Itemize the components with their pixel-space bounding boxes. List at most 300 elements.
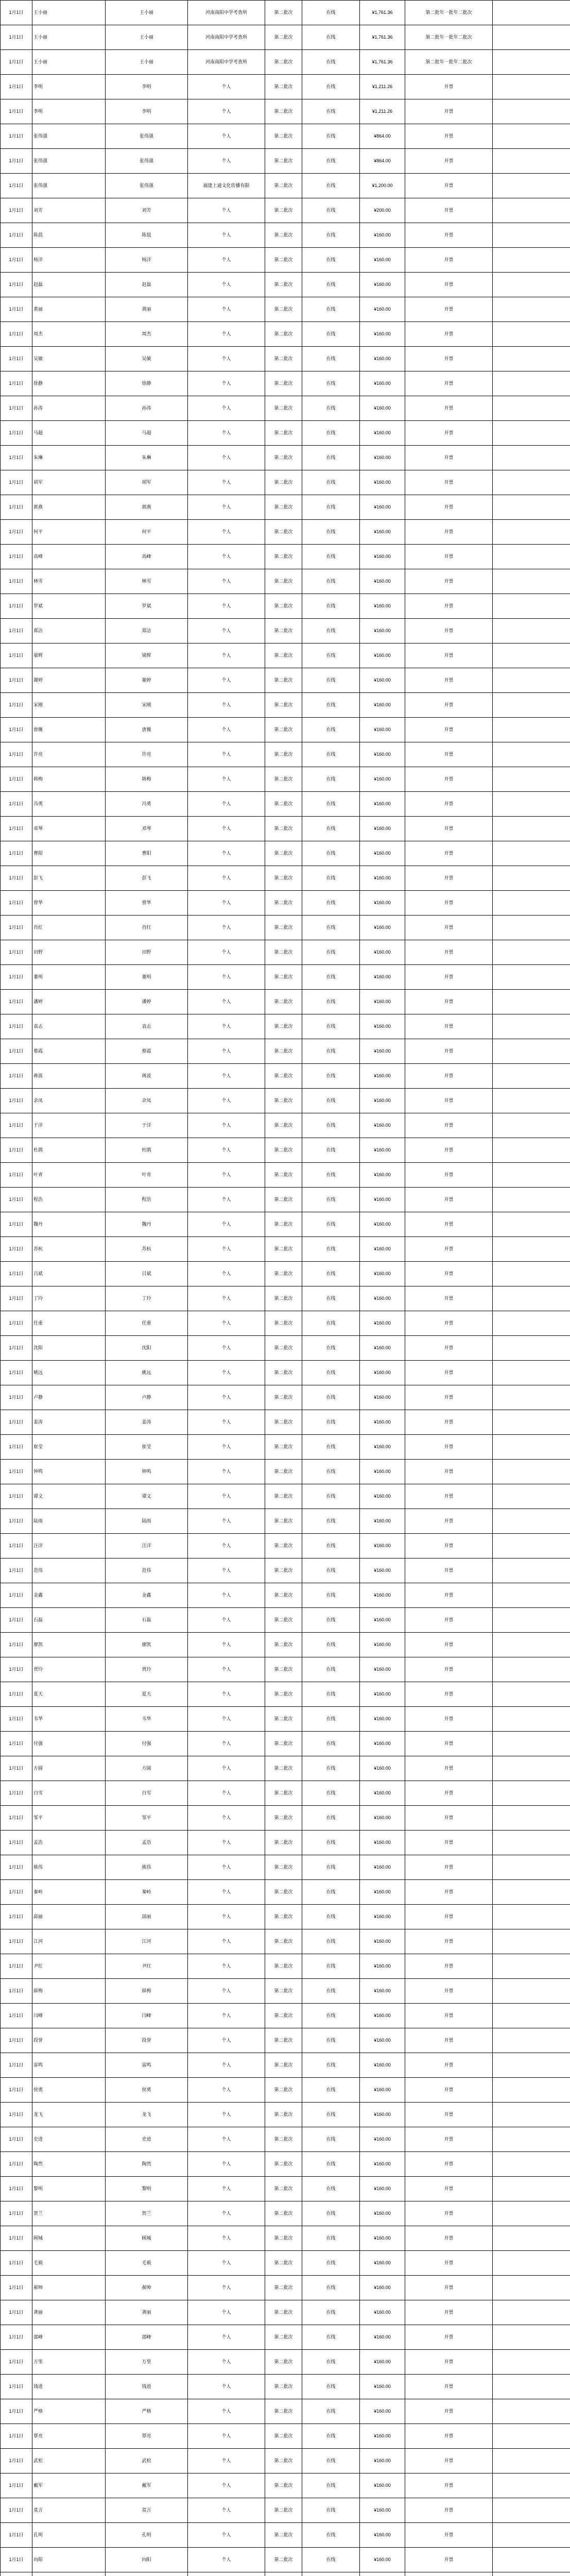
table-row: [1, 866, 570, 891]
amount-cell: ¥160.00: [360, 1336, 405, 1360]
batch-cell: 第二批次: [265, 149, 302, 173]
name-cell: 罗斌: [106, 594, 188, 618]
batch-cell: 第二批次: [265, 50, 302, 74]
payer-cell: 闫峰: [32, 2004, 106, 2028]
batch-cell: 第二批次: [265, 891, 302, 915]
name-cell: 顾城: [106, 2226, 188, 2250]
mode-cell: 在线: [302, 2548, 360, 2572]
date-cell: 1月1日: [1, 2053, 32, 2077]
table-row: [1, 916, 570, 940]
table-row: [1, 569, 570, 594]
date-cell: 1月1日: [1, 866, 32, 890]
note-cell: 开票: [405, 2523, 493, 2547]
org-cell: 个人: [188, 767, 265, 791]
org-cell: 个人: [188, 2078, 265, 2102]
table-row: [1, 1, 570, 25]
note-cell: 开票: [405, 1113, 493, 1138]
date-cell: 1月1日: [1, 149, 32, 173]
name-cell: 冯勇: [106, 792, 188, 816]
batch-cell: 第二批次: [265, 1880, 302, 1904]
batch-cell: 第二批次: [265, 2201, 302, 2226]
name-cell: 宋刚: [106, 693, 188, 717]
payer-cell: 王小丽: [32, 25, 106, 49]
payer-cell: 高峰: [32, 545, 106, 569]
name-cell: 黄丽: [106, 297, 188, 321]
batch-cell: [265, 2572, 302, 2576]
name-cell: 孟浩: [106, 1831, 188, 1855]
table-row: [1, 99, 570, 124]
mode-cell: 在线: [302, 1806, 360, 1830]
name-cell: 姜涛: [106, 1410, 188, 1434]
payer-cell: 刘芳: [32, 198, 106, 223]
table-row: [1, 371, 570, 396]
amount-cell: ¥160.00: [360, 965, 405, 989]
name-cell: 刘芳: [106, 198, 188, 223]
note-cell: 开票: [405, 940, 493, 964]
org-cell: 个人: [188, 1286, 265, 1311]
table-row: [1, 1410, 570, 1435]
date-cell: 1月1日: [1, 841, 32, 866]
mode-cell: 在线: [302, 545, 360, 569]
amount-cell: ¥160.00: [360, 1410, 405, 1434]
batch-cell: 第二批次: [265, 2424, 302, 2448]
name-cell: 苏杭: [106, 1237, 188, 1261]
date-cell: 1月1日: [1, 2399, 32, 2424]
mode-cell: 在线: [302, 149, 360, 173]
table-row: [1, 2449, 570, 2473]
mode-cell: 在线: [302, 1657, 360, 1682]
amount-cell: [360, 2572, 405, 2576]
org-cell: 个人: [188, 1484, 265, 1509]
batch-cell: 第二批次: [265, 1188, 302, 1212]
amount-cell: ¥160.00: [360, 1534, 405, 1558]
note-cell: 开票: [405, 2548, 493, 2572]
amount-cell: ¥160.00: [360, 1311, 405, 1335]
batch-cell: 第二批次: [265, 2276, 302, 2300]
date-cell: 1月1日: [1, 817, 32, 841]
table-row: [1, 1311, 570, 1336]
payer-cell: 韩梅: [32, 767, 106, 791]
batch-cell: 第二批次: [265, 965, 302, 989]
table-row: [1, 841, 570, 866]
table-row: [1, 2152, 570, 2177]
amount-cell: ¥160.00: [360, 223, 405, 247]
date-cell: 1月1日: [1, 1954, 32, 1978]
note-cell: 开票: [405, 1262, 493, 1286]
date-cell: 1月1日: [1, 1732, 32, 1756]
table-row: [1, 1558, 570, 1583]
table-row: [1, 1657, 570, 1682]
amount-cell: ¥160.00: [360, 841, 405, 866]
mode-cell: 在线: [302, 297, 360, 321]
table-row: [1, 1979, 570, 2004]
table-row: [1, 2350, 570, 2375]
batch-cell: 第二批次: [265, 75, 302, 99]
mode-cell: 在线: [302, 1979, 360, 2003]
name-cell: 向阳: [106, 2548, 188, 2572]
batch-cell: 第二批次: [265, 866, 302, 890]
amount-cell: ¥160.00: [360, 371, 405, 396]
mode-cell: 在线: [302, 322, 360, 346]
amount-cell: ¥160.00: [360, 1460, 405, 1484]
batch-cell: 第二批次: [265, 446, 302, 470]
amount-cell: ¥160.00: [360, 1558, 405, 1583]
date-cell: 1月1日: [1, 792, 32, 816]
org-cell: 个人: [188, 1682, 265, 1706]
date-cell: 1月1日: [1, 1509, 32, 1533]
amount-cell: ¥160.00: [360, 297, 405, 321]
date-cell: 1月1日: [1, 273, 32, 297]
date-cell: 1月1日: [1, 2103, 32, 2127]
mode-cell: 在线: [302, 347, 360, 371]
org-cell: 个人: [188, 421, 265, 445]
amount-cell: ¥160.00: [360, 891, 405, 915]
note-cell: 开票: [405, 421, 493, 445]
mode-cell: 在线: [302, 2053, 360, 2077]
org-cell: 个人: [188, 817, 265, 841]
payer-cell: 余凤: [32, 1089, 106, 1113]
date-cell: 1月1日: [1, 965, 32, 989]
org-cell: 个人: [188, 1460, 265, 1484]
org-cell: 个人: [188, 2226, 265, 2250]
note-cell: 开票: [405, 2350, 493, 2374]
batch-cell: 第二批次: [265, 2548, 302, 2572]
org-cell: 个人: [188, 1979, 265, 2003]
note-cell: 开票: [405, 297, 493, 321]
mode-cell: 在线: [302, 50, 360, 74]
mode-cell: 在线: [302, 470, 360, 495]
mode-cell: 在线: [302, 2350, 360, 2374]
name-cell: 郝帅: [106, 2276, 188, 2300]
org-cell: 个人: [188, 2498, 265, 2522]
mode-cell: 在线: [302, 421, 360, 445]
note-cell: 开票: [405, 965, 493, 989]
note-cell: 开票: [405, 1311, 493, 1335]
table-row: [1, 594, 570, 619]
date-cell: 1月1日: [1, 446, 32, 470]
note-cell: 开票: [405, 817, 493, 841]
amount-cell: ¥160.00: [360, 1657, 405, 1682]
batch-cell: 第二批次: [265, 1806, 302, 1830]
payer-cell: 于洋: [32, 1113, 106, 1138]
amount-cell: ¥160.00: [360, 1929, 405, 1954]
amount-cell: ¥160.00: [360, 495, 405, 519]
org-cell: 个人: [188, 2251, 265, 2275]
name-cell: 王小丽: [106, 25, 188, 49]
org-cell: 个人: [188, 2028, 265, 2053]
amount-cell: ¥160.00: [360, 1707, 405, 1731]
amount-cell: ¥160.00: [360, 396, 405, 420]
amount-cell: ¥160.00: [360, 2350, 405, 2374]
note-cell: 开票: [405, 1633, 493, 1657]
batch-cell: 第二批次: [265, 1212, 302, 1236]
amount-cell: ¥160.00: [360, 347, 405, 371]
amount-cell: ¥160.00: [360, 1583, 405, 1607]
name-cell: 毛毅: [106, 2251, 188, 2275]
payer-cell: 龚丽: [32, 2300, 106, 2325]
name-cell: 莫言: [106, 2498, 188, 2522]
table-row: [1, 891, 570, 916]
name-cell: 陈晨: [106, 223, 188, 247]
table-row: [1, 1361, 570, 1385]
amount-cell: ¥160.00: [360, 1089, 405, 1113]
mode-cell: 在线: [302, 2127, 360, 2151]
date-cell: 1月1日: [1, 1435, 32, 1459]
table-row: [1, 965, 570, 990]
payer-cell: 袁志: [32, 1014, 106, 1039]
mode-cell: 在线: [302, 99, 360, 124]
amount-cell: ¥1,211.26: [360, 99, 405, 124]
note-cell: 开票: [405, 2053, 493, 2077]
org-cell: 个人: [188, 1163, 265, 1187]
mode-cell: 在线: [302, 2449, 360, 2473]
mode-cell: 在线: [302, 1633, 360, 1657]
org-cell: 个人: [188, 1410, 265, 1434]
org-cell: 个人: [188, 1138, 265, 1162]
payer-cell: 薛梅: [32, 1979, 106, 2003]
payer-cell: 陈晨: [32, 223, 106, 247]
name-cell: 段誉: [106, 2028, 188, 2053]
note-cell: 开票: [405, 2449, 493, 2473]
payer-cell: 丁玲: [32, 1286, 106, 1311]
table-row: [1, 1089, 570, 1113]
payer-cell: 许亮: [32, 742, 106, 767]
mode-cell: 在线: [302, 2177, 360, 2201]
name-cell: 雷鸣: [106, 2053, 188, 2077]
org-cell: 个人: [188, 2375, 265, 2399]
amount-cell: ¥160.00: [360, 470, 405, 495]
payer-cell: 向阳: [32, 2548, 106, 2572]
note-cell: 开票: [405, 396, 493, 420]
org-cell: 个人: [188, 1707, 265, 1731]
org-cell: 个人: [188, 619, 265, 643]
amount-cell: ¥160.00: [360, 1732, 405, 1756]
payer-cell: 林雪: [32, 569, 106, 594]
note-cell: 开票: [405, 1336, 493, 1360]
org-cell: 个人: [188, 1806, 265, 1830]
date-cell: 1月1日: [1, 297, 32, 321]
mode-cell: 在线: [302, 668, 360, 692]
org-cell: 个人: [188, 2399, 265, 2424]
date-cell: 1月1日: [1, 520, 32, 544]
date-cell: 1月1日: [1, 347, 32, 371]
name-cell: 尹红: [106, 1954, 188, 1978]
payer-cell: 彭飞: [32, 866, 106, 890]
table-row: [1, 1707, 570, 1732]
batch-cell: 第二批次: [265, 1, 302, 25]
date-cell: 1月1日: [1, 2325, 32, 2349]
note-cell: 开票: [405, 2152, 493, 2176]
batch-cell: 第二批次: [265, 1509, 302, 1533]
mode-cell: 在线: [302, 1435, 360, 1459]
note-cell: 开票: [405, 1385, 493, 1410]
org-cell: 个人: [188, 545, 265, 569]
payer-cell: 李明: [32, 99, 106, 124]
batch-cell: 第二批次: [265, 1657, 302, 1682]
amount-cell: ¥160.00: [360, 2053, 405, 2077]
note-cell: 开票: [405, 1781, 493, 1805]
batch-cell: 第二批次: [265, 569, 302, 594]
payer-cell: 段誉: [32, 2028, 106, 2053]
payer-cell: 潘婷: [32, 990, 106, 1014]
mode-cell: 在线: [302, 916, 360, 940]
table-row: [1, 2300, 570, 2325]
date-cell: 1月1日: [1, 2201, 32, 2226]
note-cell: 开票: [405, 1534, 493, 1558]
amount-cell: ¥160.00: [360, 1435, 405, 1459]
mode-cell: 在线: [302, 643, 360, 668]
payer-cell: 苏杭: [32, 1237, 106, 1261]
name-cell: 熊伟: [106, 1855, 188, 1879]
amount-cell: ¥160.00: [360, 1262, 405, 1286]
note-cell: 开票: [405, 1163, 493, 1187]
payer-cell: 张伟强: [32, 124, 106, 148]
note-cell: 开票: [405, 2177, 493, 2201]
payer-cell: 罗斌: [32, 594, 106, 618]
table-row: [1, 2276, 570, 2300]
payer-cell: 石磊: [32, 1608, 106, 1632]
note-cell: 开票: [405, 198, 493, 223]
amount-cell: ¥160.00: [360, 2375, 405, 2399]
date-cell: 1月1日: [1, 2127, 32, 2151]
date-cell: 1月1日: [1, 1113, 32, 1138]
table-row: [1, 2375, 570, 2399]
mode-cell: 在线: [302, 2325, 360, 2349]
note-cell: 开票: [405, 1014, 493, 1039]
table-row: [1, 470, 570, 495]
date-cell: 1月1日: [1, 75, 32, 99]
batch-cell: 第二批次: [265, 2177, 302, 2201]
amount-cell: ¥160.00: [360, 1385, 405, 1410]
org-cell: 个人: [188, 1014, 265, 1039]
note-cell: 开票: [405, 149, 493, 173]
name-cell: 薛梅: [106, 1979, 188, 2003]
batch-cell: 第二批次: [265, 916, 302, 940]
name-cell: 史进: [106, 2127, 188, 2151]
table-row: [1, 2424, 570, 2449]
table-row: [1, 1583, 570, 1608]
note-cell: 开票: [405, 545, 493, 569]
amount-cell: ¥160.00: [360, 718, 405, 742]
batch-cell: 第二批次: [265, 668, 302, 692]
note-cell: 开票: [405, 594, 493, 618]
date-cell: 1月1日: [1, 1756, 32, 1781]
org-cell: 个人: [188, 594, 265, 618]
date-cell: 1月1日: [1, 1188, 32, 1212]
note-cell: 开票: [405, 1410, 493, 1434]
batch-cell: 第二批次: [265, 223, 302, 247]
org-cell: 个人: [188, 2152, 265, 2176]
date-cell: 1月1日: [1, 1014, 32, 1039]
payer-cell: 邓琴: [32, 817, 106, 841]
note-cell: 开票: [405, 495, 493, 519]
date-cell: 1月1日: [1, 1089, 32, 1113]
table-row: [1, 643, 570, 668]
mode-cell: 在线: [302, 198, 360, 223]
org-cell: 个人: [188, 1113, 265, 1138]
payer-cell: 曾华: [32, 891, 106, 915]
table-row: [1, 2103, 570, 2127]
mode-cell: 在线: [302, 1212, 360, 1236]
name-cell: 蔡霞: [106, 1039, 188, 1063]
org-cell: 个人: [188, 1509, 265, 1533]
payer-cell: 雷鸣: [32, 2053, 106, 2077]
batch-cell: 第二批次: [265, 1831, 302, 1855]
note-cell: 开票: [405, 223, 493, 247]
date-cell: 1月1日: [1, 1534, 32, 1558]
table-row: [1, 2325, 570, 2350]
note-cell: 开票: [405, 520, 493, 544]
mode-cell: 在线: [302, 2375, 360, 2399]
org-cell: 个人: [188, 1064, 265, 1088]
name-cell: 朱琳: [106, 446, 188, 470]
org-cell: 个人: [188, 446, 265, 470]
amount-cell: ¥160.00: [360, 1633, 405, 1657]
payer-cell: [32, 2572, 106, 2576]
org-cell: 个人: [188, 1361, 265, 1385]
mode-cell: 在线: [302, 2498, 360, 2522]
payer-cell: 韦华: [32, 1707, 106, 1731]
date-cell: 1月1日: [1, 371, 32, 396]
payer-cell: 李明: [32, 75, 106, 99]
org-cell: 个人: [188, 99, 265, 124]
amount-cell: ¥160.00: [360, 2251, 405, 2275]
name-cell: 董明: [106, 965, 188, 989]
mode-cell: 在线: [302, 1237, 360, 1261]
amount-cell: ¥160.00: [360, 1484, 405, 1509]
batch-cell: 第二批次: [265, 1361, 302, 1385]
name-cell: 彭飞: [106, 866, 188, 890]
note-cell: 开票: [405, 569, 493, 594]
payer-cell: 汪洋: [32, 1534, 106, 1558]
payer-cell: 钟鸣: [32, 1460, 106, 1484]
table-row: [1, 1806, 570, 1831]
mode-cell: 在线: [302, 1336, 360, 1360]
amount-cell: ¥160.00: [360, 1138, 405, 1162]
name-cell: 胡军: [106, 470, 188, 495]
mode-cell: 在线: [302, 1929, 360, 1954]
payer-cell: 周杰: [32, 322, 106, 346]
org-cell: 个人: [188, 2523, 265, 2547]
payer-cell: 赵磊: [32, 273, 106, 297]
mode-cell: 在线: [302, 1781, 360, 1805]
date-cell: 1月1日: [1, 2300, 32, 2325]
mode-cell: 在线: [302, 866, 360, 890]
name-cell: 曾华: [106, 891, 188, 915]
payer-cell: 覃亮: [32, 2424, 106, 2448]
mode-cell: 在线: [302, 2300, 360, 2325]
note-cell: 开票: [405, 124, 493, 148]
mode-cell: 在线: [302, 742, 360, 767]
name-cell: [106, 2572, 188, 2576]
batch-cell: 第二批次: [265, 1633, 302, 1657]
date-cell: 1月1日: [1, 545, 32, 569]
payer-cell: 朱琳: [32, 446, 106, 470]
note-cell: 开票: [405, 446, 493, 470]
table-row: [1, 1880, 570, 1905]
date-cell: 1月1日: [1, 569, 32, 594]
name-cell: 邓琴: [106, 817, 188, 841]
name-cell: 王小丽: [106, 50, 188, 74]
table-row: [1, 273, 570, 297]
amount-cell: ¥160.00: [360, 1237, 405, 1261]
name-cell: 潘婷: [106, 990, 188, 1014]
payer-cell: 叶青: [32, 1163, 106, 1187]
batch-cell: 第二批次: [265, 495, 302, 519]
amount-cell: ¥200.00: [360, 198, 405, 223]
table-row: [1, 668, 570, 693]
mode-cell: 在线: [302, 1064, 360, 1088]
